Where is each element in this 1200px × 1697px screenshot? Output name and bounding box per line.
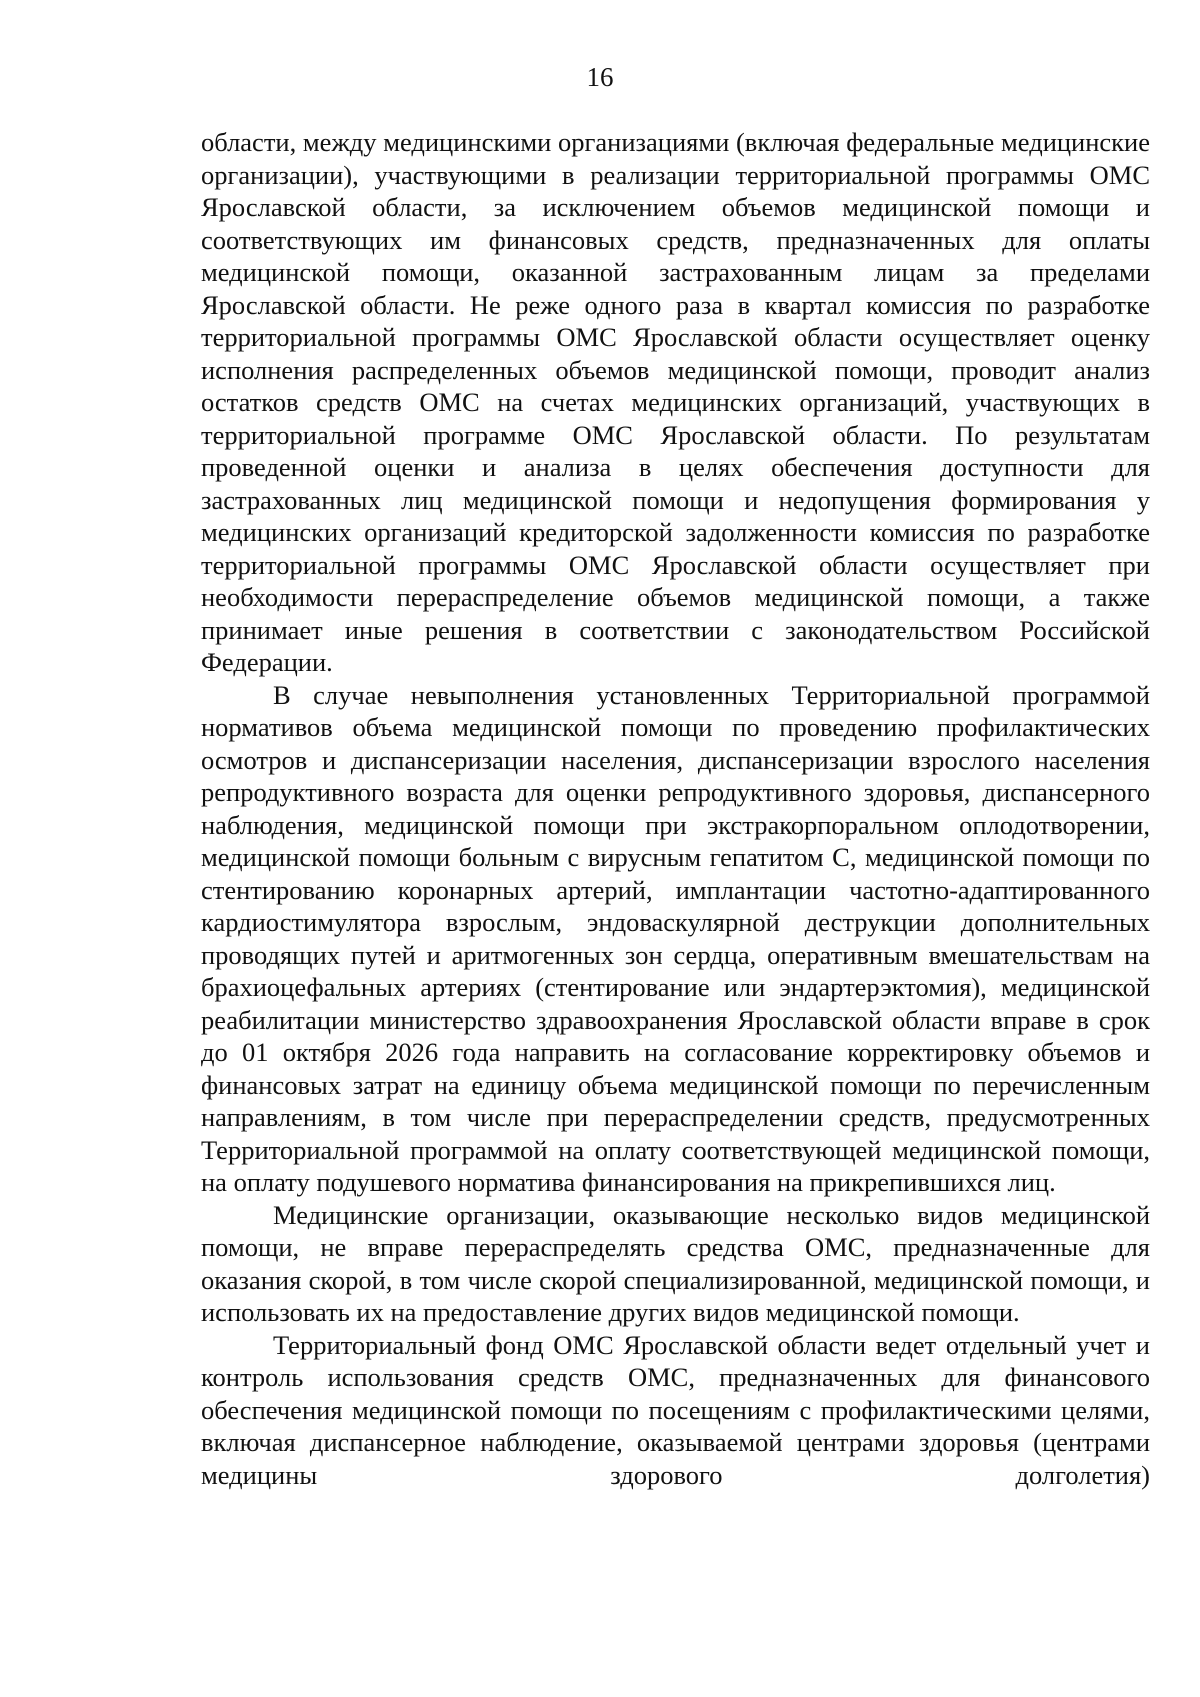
paragraph-fund-accounting: Территориальный фонд ОМС Ярославской области ведет отдельный учет и контроль использования средств ОМС, предназначенных для финансового обеспечения медицинской помощи по посещениям с профилактическими целями, включая диспансерное наблюдение, оказываемой центрами здоровья (центрами медицины здорового долголетия) bbox=[201, 1329, 1150, 1490]
paragraph-volume-adjustment: В случае невыполнения установленных Территориальной программой нормативов объема медицинской помощи по проведению профилактических осмотров и диспансеризации населения, диспансеризации взрослого населения репродуктивного возраста для оценки репродуктивного здоровья, диспансерного наблюдения, медицинской помощи при экстракорпоральном оплодотворении, медицинской помощи больным с вирусным гепатитом С, медицинской помощи по стентированию коронарных артерий, имплантации частотно-адаптированного кардиостимулятора взрослым, эндоваскулярной деструкции дополнительных проводящих путей и аритмогенных зон сердца, оперативным вмешательствам на брахиоцефальных артериях (стентирование или эндартерэктомия), медицинской реабилитации министерство здравоохранения Ярославской области вправе в срок до 01 октября 2026 года направить на согласование корректировку объемов и финансовых затрат на единицу объема медицинской помощи по перечисленным направлениям, в том числе при перераспределении средств, предусмотренных Территориальной программой на оплату соответствующей медицинской помощи, на оплату подушевого норматива финансирования на прикрепившихся лиц. bbox=[201, 679, 1150, 1197]
paragraph-emergency-care-funds: Медицинские организации, оказывающие несколько видов медицинской помощи, не вправе перераспределять средства ОМС, предназначенные для оказания скорой, в том числе скорой специализированной, медицинской помощи, и использовать их на предоставление других видов медицинской помощи. bbox=[201, 1199, 1150, 1327]
body-text bbox=[201, 126, 1150, 1491]
page-number: 16 bbox=[586, 62, 614, 92]
paragraph-continuation: области, между медицинскими организациями (включая федеральные медицинские организации), участвующими в реализации территориальной программы ОМС Ярославской области, за исключением объемов медицинской помощи и соответствующих им финансовых средств, предназначенных для оплаты медицинской помощи, оказанной застрахованным лицам за пределами Ярославской области. Не реже одного раза в квартал комиссия по разработке территориальной программы ОМС Ярославской области осуществляет оценку исполнения распределенных объемов медицинской помощи, проводит анализ остатков средств ОМС на счетах медицинских организаций, участвующих в территориальной программе ОМС Ярославской области. По результатам проведенной оценки и анализа в целях обеспечения доступности для застрахованных лиц медицинской помощи и недопущения формирования у медицинских организаций кредиторской задолженности комиссия по разработке территориальной программы ОМС Ярославской области осуществляет при необходимости перераспределение объемов медицинской помощи, а также принимает иные решения в соответствии с законодательством Российской Федерации. bbox=[201, 127, 1150, 677]
